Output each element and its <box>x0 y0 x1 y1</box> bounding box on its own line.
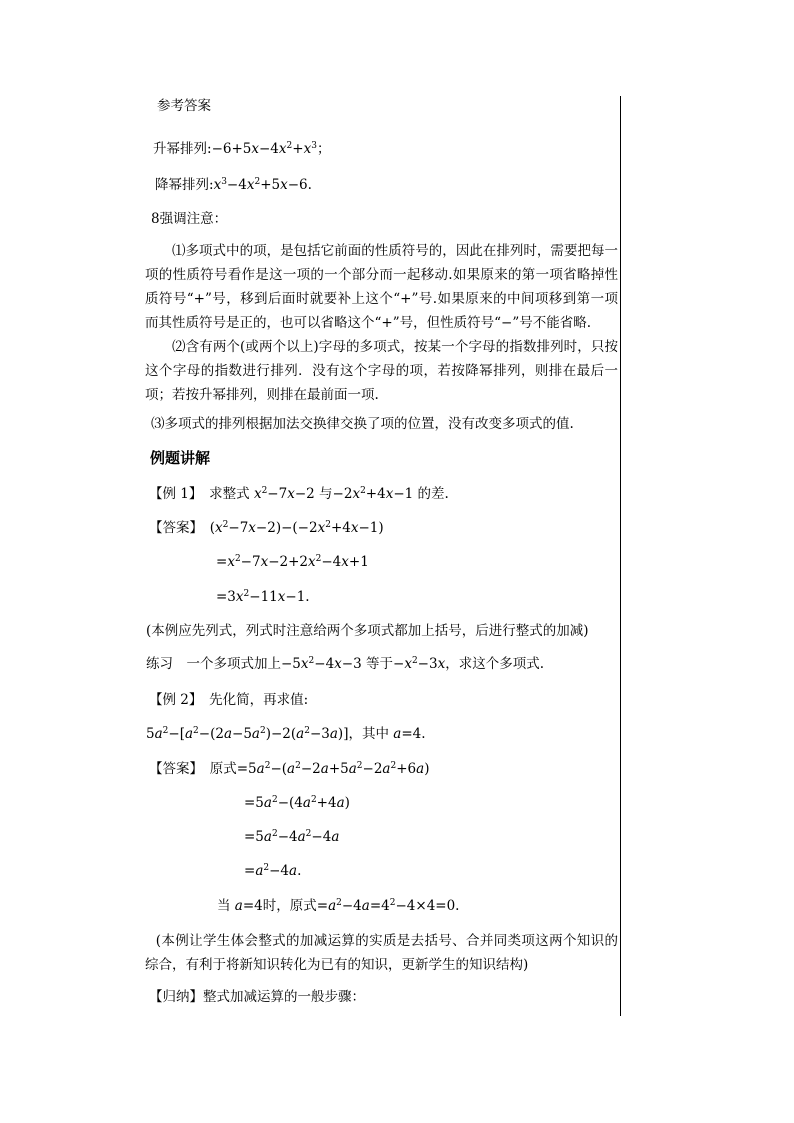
example-2: 【例 2】 先化简，再求值: <box>149 692 309 708</box>
example-2-evaluation: 当 a=4时，原式$=a^2-4a=4^2-4\times 4=0$. <box>217 898 460 914</box>
example-2-answer: 【答案】 原式$=5a^2-(a^2-2a+5a^2-2a^2+6a)$ <box>149 761 430 777</box>
margin-rule <box>620 96 621 1016</box>
example-1-tag: 【例 1】 <box>149 486 196 502</box>
summary: 【归纳】整式加减运算的一般步骤： <box>149 989 365 1005</box>
practice: 练习 一个多项式加上$-5x^2-4x-3$ 等于$-x^2-3x$，求这个多项式. <box>146 656 544 672</box>
ascending-label: 升幂排列: <box>153 141 212 157</box>
example-1-answer: 【答案】 $(x^2-7x-2)-(-2x^2+4x-1)$ <box>149 520 384 536</box>
summary-tag: 【归纳】 <box>149 989 203 1005</box>
example-2-step-3: $=a^2-4a$. <box>244 863 302 879</box>
descending-order-line: 降幂排列$:x^3-4x^2+5x-6$. <box>155 177 312 193</box>
note-1: ⑴多项式中的项，是包括它前面的性质符号的，因此在排列时，需要把每一项的性质符号看作是这一项的一个部分而一起移动.如果原来的第一项省略掉性质符号“+”号，移到后面时就要补上这个“+”号.如果原来的中间项移到第一项而其性质符号是正的，也可以省略这个“+”号，但性质符号“−”号不能省略. <box>145 243 618 331</box>
example-1-step-2: $=3x^2-11x-1$. <box>216 589 310 605</box>
emphasis-title: 8强调注意： <box>151 211 228 227</box>
descending-label: 降幂排列: <box>155 177 214 193</box>
note-2: ⑵含有两个(或两个以上)字母的多项式，按某一个字母的指数排列时，只按这个字母的指数进行排列．没有这个字母的项，若按降幂排列，则排在最后一项；若按升幂排列，则排在最前面一项. <box>145 339 618 403</box>
example-2-tag: 【例 2】 <box>149 692 196 708</box>
example-1: 【例 1】 求整式 $x^2-7x-2$ 与$-2x^2+4x-1$ 的差. <box>149 486 449 502</box>
example-2-expression: $5a^2-[a^2-(2a-5a^2)-2(a^2-3a)]$，其中 a=4. <box>146 726 426 742</box>
note-3: ⑶多项式的排列根据加法交换律交换了项的位置，没有改变多项式的值. <box>151 416 574 432</box>
example-2-step-1: $=5a^2-(4a^2+4a)$ <box>244 795 350 811</box>
example-1-step-1: $=x^2-7x-2+2x^2-4x+1$ <box>216 554 369 570</box>
ascending-order-line: 升幂排列$:-6+5x-4x^2+x^3$； <box>153 141 331 157</box>
answer-tag: 【答案】 <box>149 520 197 536</box>
example-1-comment: (本例应先列式，列式时注意给两个多项式都加上括号，后进行整式的加减) <box>146 623 589 639</box>
section-heading: 例题讲解 <box>150 449 211 467</box>
reference-answer-title: 参考答案 <box>157 98 211 114</box>
example-2-step-2: $=5a^2-4a^2-4a$ <box>244 829 340 845</box>
example-2-comment: (本例让学生体会整式的加减运算的实质是去括号、合并同类项这两个知识的综合，有利于将新知识转化为已有的知识，更新学生的知识结构) <box>145 933 618 973</box>
